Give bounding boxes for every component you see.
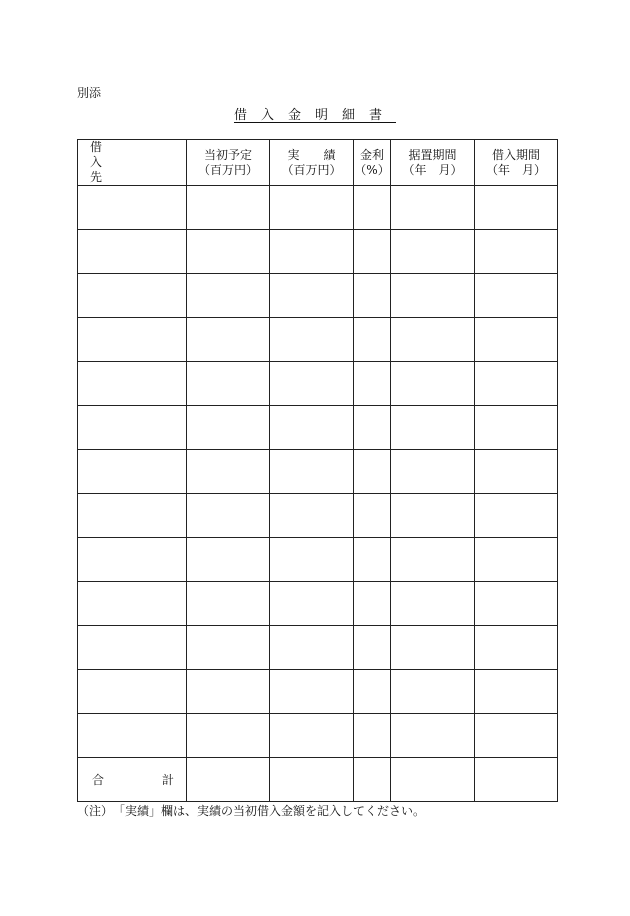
interest-cell[interactable]: [354, 714, 391, 758]
initial-plan-cell[interactable]: [187, 406, 270, 450]
loan-period-cell[interactable]: [475, 406, 558, 450]
grace-period-cell[interactable]: [391, 714, 475, 758]
loan-period-cell[interactable]: [475, 230, 558, 274]
loan-detail-table: [77, 139, 558, 802]
grace-period-cell[interactable]: [391, 186, 475, 230]
loan-period-cell[interactable]: [475, 670, 558, 714]
actual-cell[interactable]: [270, 538, 354, 582]
interest-cell[interactable]: [354, 406, 391, 450]
initial-plan-cell[interactable]: [187, 626, 270, 670]
initial-plan-cell[interactable]: [187, 670, 270, 714]
loan-period-cell[interactable]: [475, 538, 558, 582]
actual-cell[interactable]: [270, 714, 354, 758]
header-initial-plan: 当初予定 （百万円）: [187, 140, 270, 186]
grace-period-cell[interactable]: [391, 626, 475, 670]
interest-cell[interactable]: [354, 670, 391, 714]
table-row: [78, 714, 558, 758]
lender-cell[interactable]: [78, 318, 187, 362]
total-grace-cell[interactable]: [391, 758, 475, 802]
grace-period-cell[interactable]: [391, 538, 475, 582]
interest-cell[interactable]: [354, 362, 391, 406]
loan-period-cell[interactable]: [475, 714, 558, 758]
document-title: 借入金明細書: [233, 108, 396, 123]
grace-period-cell[interactable]: [391, 494, 475, 538]
total-interest-cell[interactable]: [354, 758, 391, 802]
interest-cell[interactable]: [354, 626, 391, 670]
table-row: [78, 318, 558, 362]
lender-cell[interactable]: [78, 230, 187, 274]
lender-cell[interactable]: [78, 714, 187, 758]
table-row: [78, 494, 558, 538]
loan-period-cell[interactable]: [475, 186, 558, 230]
interest-cell[interactable]: [354, 230, 391, 274]
grace-period-cell[interactable]: [391, 230, 475, 274]
lender-cell[interactable]: [78, 362, 187, 406]
actual-cell[interactable]: [270, 670, 354, 714]
interest-cell[interactable]: [354, 186, 391, 230]
interest-cell[interactable]: [354, 582, 391, 626]
total-row: [78, 758, 558, 802]
actual-cell[interactable]: [270, 318, 354, 362]
grace-period-cell[interactable]: [391, 582, 475, 626]
actual-cell[interactable]: [270, 230, 354, 274]
header-loan-period: 借入期間 （年 月）: [475, 140, 558, 186]
initial-plan-cell[interactable]: [187, 362, 270, 406]
total-label: 合 計: [78, 758, 187, 802]
grace-period-cell[interactable]: [391, 318, 475, 362]
grace-period-cell[interactable]: [391, 362, 475, 406]
actual-cell[interactable]: [270, 494, 354, 538]
initial-plan-cell[interactable]: [187, 230, 270, 274]
table-row: [78, 670, 558, 714]
interest-cell[interactable]: [354, 538, 391, 582]
table-row: [78, 186, 558, 230]
initial-plan-cell[interactable]: [187, 318, 270, 362]
table-row: [78, 274, 558, 318]
loan-period-cell[interactable]: [475, 318, 558, 362]
total-loan-period-cell[interactable]: [475, 758, 558, 802]
grace-period-cell[interactable]: [391, 274, 475, 318]
lender-cell[interactable]: [78, 538, 187, 582]
actual-cell[interactable]: [270, 274, 354, 318]
header-lender: 借 入 先: [78, 140, 187, 186]
header-grace-period: 据置期間 （年 月）: [391, 140, 475, 186]
lender-cell[interactable]: [78, 626, 187, 670]
table-row: [78, 582, 558, 626]
table-row: [78, 626, 558, 670]
interest-cell[interactable]: [354, 450, 391, 494]
total-actual-cell[interactable]: [270, 758, 354, 802]
lender-cell[interactable]: [78, 274, 187, 318]
actual-cell[interactable]: [270, 186, 354, 230]
footnote: （注） 「実績」欄は、実績の当初借入金額を記入してください。: [77, 804, 426, 818]
table-row: [78, 450, 558, 494]
lender-cell[interactable]: [78, 450, 187, 494]
total-initial-plan-cell[interactable]: [187, 758, 270, 802]
table-row: [78, 406, 558, 450]
loan-period-cell[interactable]: [475, 494, 558, 538]
interest-cell[interactable]: [354, 318, 391, 362]
actual-cell[interactable]: [270, 626, 354, 670]
loan-period-cell[interactable]: [475, 626, 558, 670]
lender-cell[interactable]: [78, 670, 187, 714]
initial-plan-cell[interactable]: [187, 274, 270, 318]
lender-cell[interactable]: [78, 186, 187, 230]
header-interest-rate: 金利 （%）: [354, 140, 391, 186]
initial-plan-cell[interactable]: [187, 186, 270, 230]
grace-period-cell[interactable]: [391, 450, 475, 494]
initial-plan-cell[interactable]: [187, 538, 270, 582]
actual-cell[interactable]: [270, 362, 354, 406]
header-actual: 実 績 （百万円）: [270, 140, 354, 186]
table-row: [78, 362, 558, 406]
table-row: [78, 538, 558, 582]
attachment-label: 別添: [77, 86, 102, 100]
loan-period-cell[interactable]: [475, 582, 558, 626]
interest-cell[interactable]: [354, 274, 391, 318]
grace-period-cell[interactable]: [391, 670, 475, 714]
header-row: [78, 140, 558, 186]
loan-period-cell[interactable]: [475, 362, 558, 406]
lender-cell[interactable]: [78, 582, 187, 626]
lender-cell[interactable]: [78, 494, 187, 538]
initial-plan-cell[interactable]: [187, 494, 270, 538]
loan-period-cell[interactable]: [475, 450, 558, 494]
initial-plan-cell[interactable]: [187, 582, 270, 626]
initial-plan-cell[interactable]: [187, 714, 270, 758]
actual-cell[interactable]: [270, 450, 354, 494]
actual-cell[interactable]: [270, 582, 354, 626]
initial-plan-cell[interactable]: [187, 450, 270, 494]
grace-period-cell[interactable]: [391, 406, 475, 450]
lender-cell[interactable]: [78, 406, 187, 450]
actual-cell[interactable]: [270, 406, 354, 450]
interest-cell[interactable]: [354, 494, 391, 538]
table-row: [78, 230, 558, 274]
loan-period-cell[interactable]: [475, 274, 558, 318]
